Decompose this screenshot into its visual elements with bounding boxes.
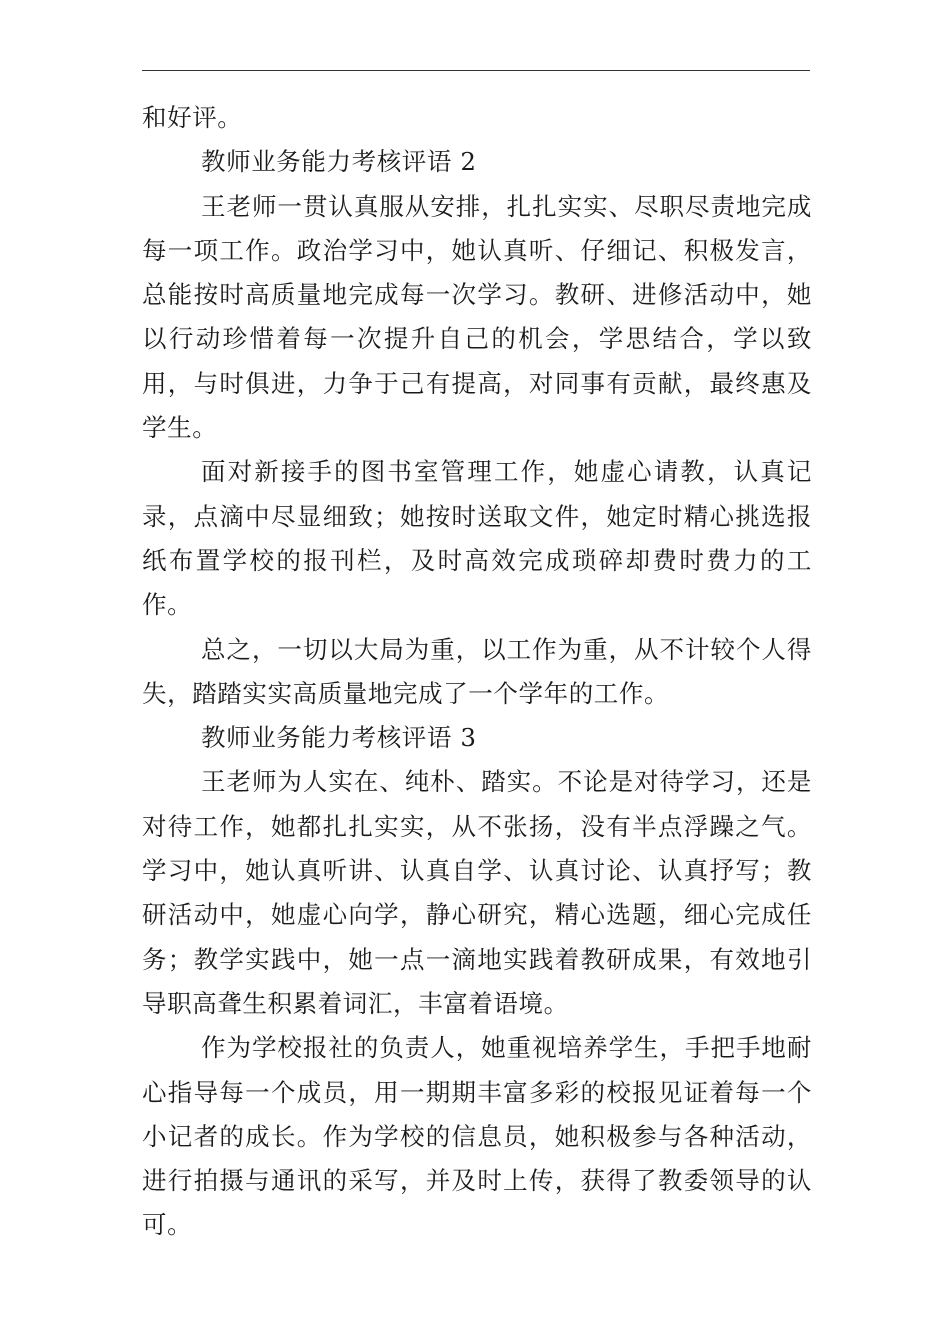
- section-heading-3: 教师业务能力考核评语 3: [201, 723, 477, 753]
- document-body: [142, 96, 812, 1248]
- paragraph-continuation: 和好评。: [142, 103, 243, 132]
- paragraph: 王老师为人实在、纯朴、踏实。不论是对待学习，还是对待工作，她都扎扎实实，从不张扬，没有半点浮躁之气。学习中，她认真听讲、认真自学、认真讨论、认真抒写；教研活动中，她虚心向学，静心研究，精心选题，细心完成任务；教学实践中，她一点一滴地实践着教研成果，有效地引导职高聋生积累着词汇，丰富着语境。: [142, 767, 812, 1018]
- paragraph: 面对新接手的图书室管理工作，她虚心请教，认真记录，点滴中尽显细致；她按时送取文件，她定时精心挑选报纸布置学校的报刊栏，及时高效完成琐碎却费时费力的工作。: [142, 457, 812, 620]
- paragraph: 王老师一贯认真服从安排，扎扎实实、尽职尽责地完成每一项工作。政治学习中，她认真听、仔细记、积极发言，总能按时高质量地完成每一次学习。教研、进修活动中，她以行动珍惜着每一次提升自己的机会，学思结合，学以致用，与时俱进，力争于己有提高，对同事有贡献，最终惠及学生。: [142, 191, 812, 443]
- header-rule: [142, 70, 810, 71]
- paragraph: 总之，一切以大局为重，以工作为重，从不计较个人得失，踏踏实实高质量地完成了一个学年的工作。: [142, 634, 812, 708]
- section-heading-2: 教师业务能力考核评语 2: [201, 147, 477, 177]
- paragraph: 作为学校报社的负责人，她重视培养学生，手把手地耐心指导每一个成员，用一期期丰富多彩的校报见证着每一个小记者的成长。作为学校的信息员，她积极参与各种活动，进行拍摄与通讯的采写，并及时上传，获得了教委领导的认可。: [142, 1033, 812, 1240]
